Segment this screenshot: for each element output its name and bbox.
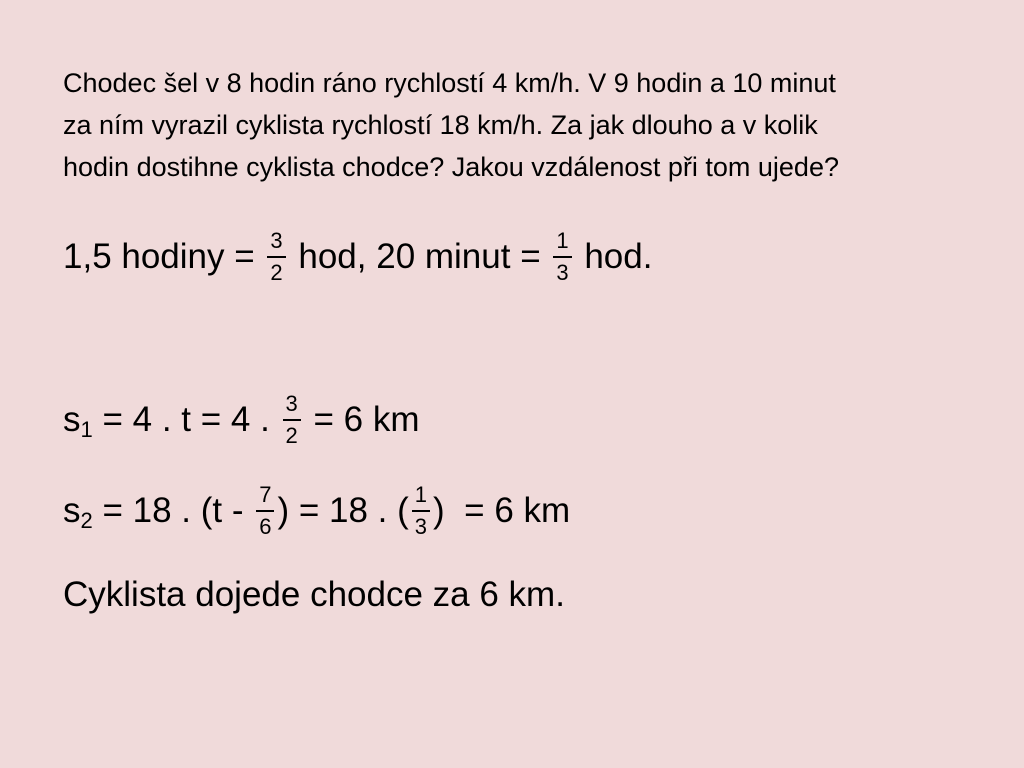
variable: s xyxy=(63,491,81,530)
problem-line: Chodec šel v 8 hodin ráno rychlostí 4 km/h. V 9 hodin a 10 minut xyxy=(63,68,836,98)
fraction-denominator: 2 xyxy=(270,260,283,285)
subscript: 2 xyxy=(80,508,93,533)
problem-line: za ním vyrazil cyklista rychlostí 18 km/h. Za jak dlouho a v kolik xyxy=(63,110,818,140)
fraction-numerator: 1 xyxy=(553,228,571,258)
conversion-line xyxy=(63,228,652,286)
problem-statement xyxy=(63,62,1003,188)
conversion-text: 1,5 hodiny = xyxy=(63,237,265,276)
fraction-denominator: 6 xyxy=(259,514,272,539)
conversion-text: hod, 20 minut = xyxy=(288,237,551,276)
problem-line: hodin dostihne cyklista chodce? Jakou vzdálenost při tom ujede? xyxy=(63,152,839,182)
fraction-denominator: 3 xyxy=(556,260,569,285)
conclusion xyxy=(63,575,565,615)
subscript: 1 xyxy=(80,417,93,442)
equation-text: = 18 . (t - xyxy=(92,491,254,530)
equation-text: ) = 6 km xyxy=(433,491,571,530)
fraction-numerator: 3 xyxy=(267,228,285,258)
fraction-numerator: 7 xyxy=(256,482,274,512)
fraction-numerator: 1 xyxy=(412,482,430,512)
s1-equation xyxy=(63,391,420,449)
fraction-numerator: 3 xyxy=(283,391,301,421)
fraction xyxy=(256,482,274,540)
s2-equation xyxy=(63,482,570,540)
fraction-denominator: 3 xyxy=(414,514,428,539)
variable: s xyxy=(63,400,81,439)
conversion-text: hod. xyxy=(574,237,653,276)
fraction-denominator: 2 xyxy=(285,423,298,448)
fraction xyxy=(267,228,285,286)
fraction xyxy=(553,228,571,286)
equation-text: = 4 . t = 4 . xyxy=(92,400,280,439)
fraction xyxy=(412,482,430,540)
equation-text: = 6 km xyxy=(303,400,420,439)
fraction xyxy=(283,391,301,449)
equation-text: ) = 18 . ( xyxy=(277,491,409,530)
conclusion-text: Cyklista dojede chodce za 6 km. xyxy=(63,575,565,614)
